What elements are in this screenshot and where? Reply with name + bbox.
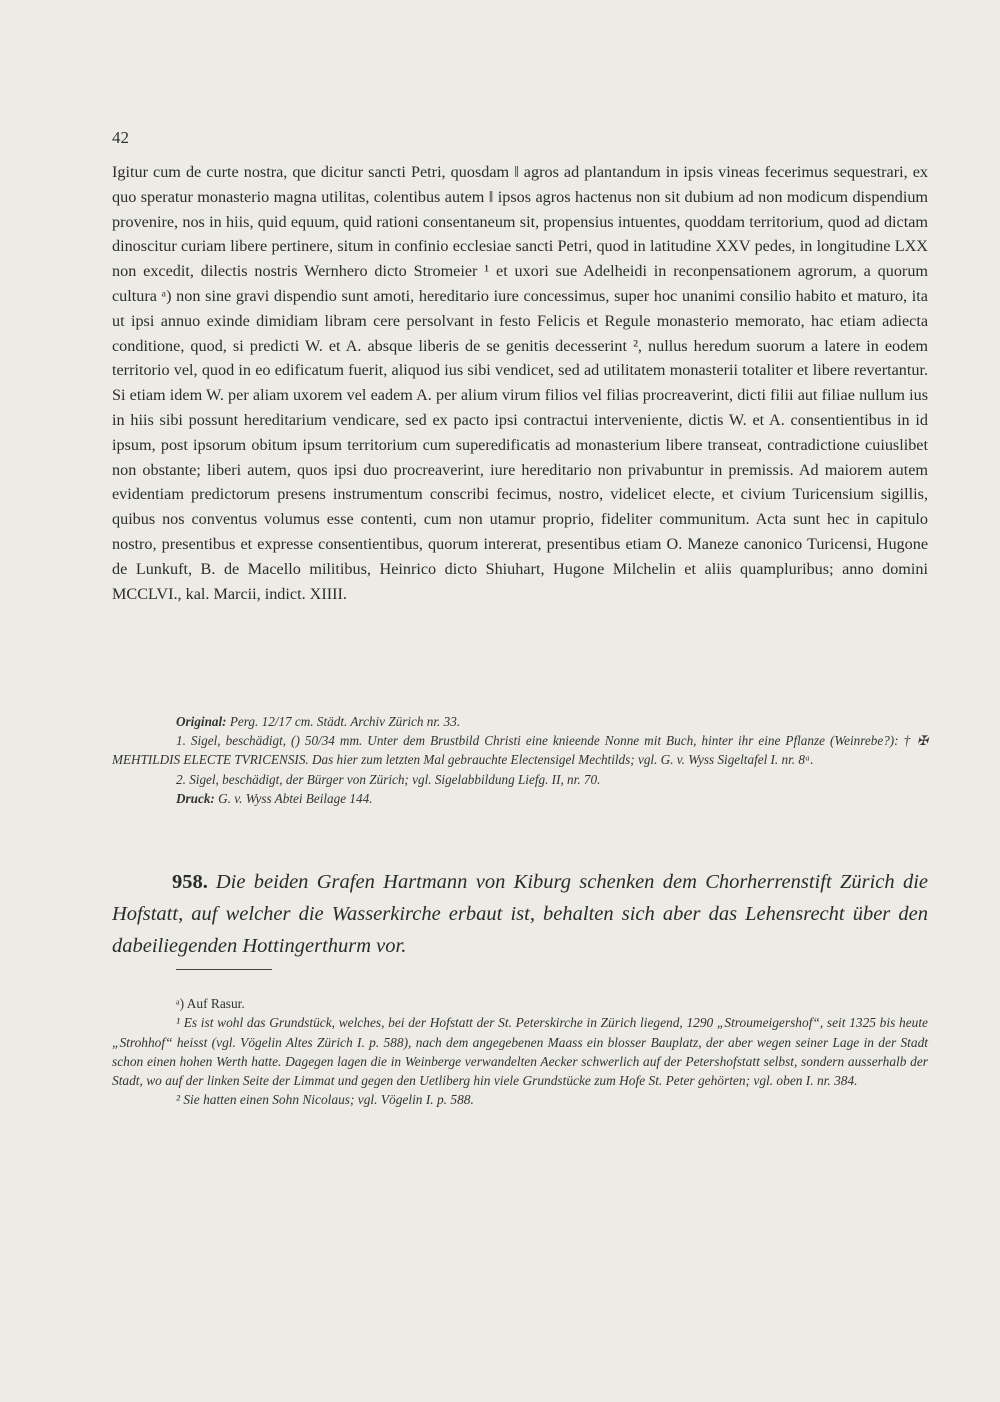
document-number: 958. xyxy=(172,871,208,893)
source-notes xyxy=(112,712,928,808)
footnote-divider xyxy=(176,969,272,970)
document-summary: Die beiden Grafen Hartmann von Kiburg schenken dem Chorherrenstift Zürich die Hofstatt, auf welcher die Wasserkirche erbaut ist, behalten sich aber das Lehensrecht über den dabeiliegenden Hottingerthurm vor. xyxy=(112,871,928,957)
original-note xyxy=(112,712,928,731)
original-label: Original: xyxy=(176,714,227,729)
seal-note-1: 1. Sigel, beschädigt, () 50/34 mm. Unter dem Brustbild Christi eine knieende Nonne mit Buch, hinter ihr eine Pflanze (Weinrebe?): † ✠ MEHTILDIS ELECTE TVRICENSIS. Das hier zum letzten Mal gebrauchte Electensigel Mechtilds; vgl. G. v. Wyss Sigeltafel I. nr. 8ᵃ. xyxy=(112,733,928,768)
charter-body-text xyxy=(112,160,928,606)
seal-note-2: 2. Sigel, beschädigt, der Bürger von Zürich; vgl. Sigelabbildung Liefg. II, nr. 70. xyxy=(176,771,601,787)
original-text: Perg. 12/17 cm. Städt. Archiv Zürich nr. 33. xyxy=(229,714,461,729)
druck-text: G. v. Wyss Abtei Beilage 144. xyxy=(218,790,373,806)
druck-label: Druck: xyxy=(176,790,215,806)
document-heading xyxy=(112,866,928,962)
footnote-2: ² Sie hatten einen Sohn Nicolaus; vgl. Vögelin I. p. 588. xyxy=(176,1092,474,1108)
charter-paragraph: Igitur cum de curte nostra, que dicitur sancti Petri, quosdam ‖ agros ad plantandum in ipsis vineas fecerimus sequestrari, ex quo speratur monasterio magna utilitas, colentibus autem ‖ ipsos agros hactenus non sit dubium ad non modicum dispendium provenire, nos in hiis, quid equum, quid rationi consentaneum sit, propensius intuentes, quoddam territorium, quod ad dictam dinoscitur curiam libere pertinere, situm in confinio ecclesiae sancti Petri, quod in latitudine XXV pedes, in longitudine LXX non excedit, dilectis nostris Wernhero dicto Stromeier ¹ et uxori sue Adelheidi in reconpensationem agrorum, a quorum cultura ᵃ) non sine gravi dispendio sunt amoti, hereditario iure concessimus, super hoc unanimi consilio habito et maturo, ita ut ipsi annuo exinde dimidiam libram cere persolvant in festo Felicis et Regule monasterio memorato, hac etiam adiecta conditione, quod, si predicti W. et A. absque liberis de se genitis decesserint ², nullus heredum suorum a latere in eodem territorio vel, quod in eo edificatum fuerit, aliquod ius sibi vendicet, sed ad utilitatem monasterii totaliter et libere revertantur. Si etiam idem W. per aliam uxorem vel eadem A. per alium virum filios vel filias procreaverint, dicti filii aut filiae nullum ius in hiis sibi possunt hereditarium vendicare, sed ex pacto ipsi contractui interveniente, dictis W. et A. consentientibus in id ipsum, post ipsorum obitum ipsum territorium cum superedificatis ad monasterium libere transeat, contradictione cuiuslibet non obstante; liberi autem, quos ipsi duo procreaverint, iure hereditario non privabuntur in premissis. Ad maiorem autem evidentiam predictorum presens instrumentum conscribi fecimus, nostro, videlicet electe, et civium Turicensium sigillis, quibus nos conventus volumus esse contenti, cum non utamur proprio, fideliter communitum. Acta sunt hec in capitulo nostro, presentibus et expresse consentientibus, quorum intererat, presentibus etiam O. Maneze canonico Turicensi, Hugone de Lunkuft, B. de Macello militibus, Heinrico dicto Shiuhart, Hugone Milchelin et aliis quampluribus; anno domini MCCLVI., kal. Marcii, indict. XIIII. xyxy=(112,163,928,603)
footnote-a: ᵃ) Auf Rasur. xyxy=(176,996,245,1011)
page-number: 42 xyxy=(112,128,129,147)
druck-note xyxy=(112,789,928,808)
footnotes xyxy=(112,994,928,1110)
footnote-1: ¹ Es ist wohl das Grundstück, welches, bei der Hofstatt der St. Peterskirche in Zürich liegend, 1290 „Stroumeigershof“, seit 1325 bis heute „Strohhof“ heisst (vgl. Vögelin Altes Zürich I. p. 588), nach dem angegebenen Maass ein blosser Bauplatz, der aber wegen seiner Lage in der Stadt schon einen hohen Werth hatte. Dagegen lagen die in Weinberge verwandelten Aecker schwerlich auf der Petershofstatt selbst, sondern ausserhalb der Stadt, wo auf der linken Seite der Limmat und gegen den Uetliberg hin viele Grundstücke zum Hofe St. Peter gehörten; vgl. oben I. nr. 384. xyxy=(112,1015,928,1089)
